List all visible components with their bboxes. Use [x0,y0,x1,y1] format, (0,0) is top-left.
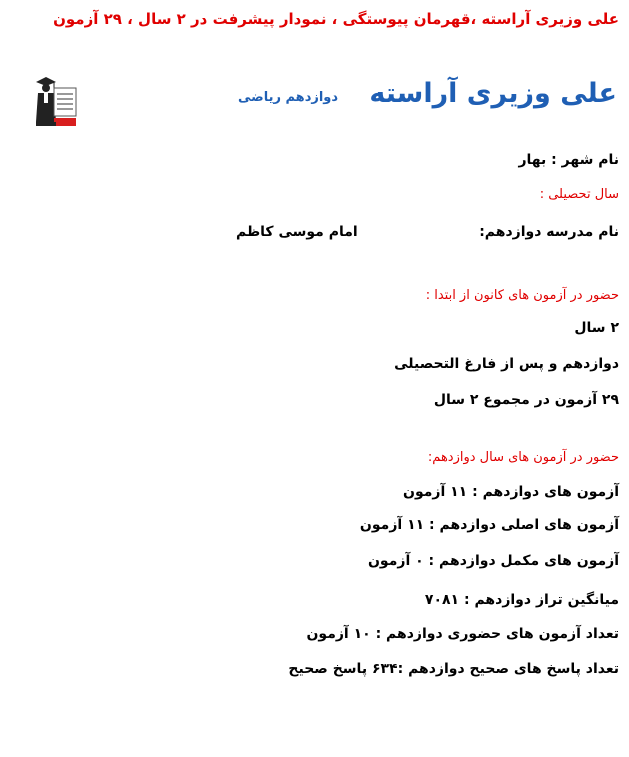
list-item: آزمون های اصلی دوازدهم : ۱۱ آزمون [359,517,619,533]
grad-year-label: سال تحصیلی : [539,187,619,202]
graduate-logo-icon [32,74,80,130]
school-label: نام مدرسه دوازدهم: [479,224,619,240]
list-item: آزمون های مکمل دوازدهم : ۰ آزمون [367,553,619,569]
grade-label: دوازدهم ریاضی [238,90,339,105]
kanoon-years: ۲ سال [574,320,619,336]
list-item: آزمون های دوازدهم : ۱۱ آزمون [403,484,619,500]
city-line: نام شهر : بهار [518,152,619,168]
list-item: تعداد آزمون های حضوری دوازدهم : ۱۰ آزمون [306,626,619,642]
school-value: امام موسی کاظم [236,224,358,240]
kanoon-section-title: حضور در آزمون های کانون از ابتدا : [425,288,619,303]
page-headline: علی وزیری آراسته ،قهرمان پیوستگی ، نمودار پیشرفت در ۲ سال ، ۲۹ آزمون [53,10,619,28]
list-item: تعداد پاسخ های صحیح دوازدهم :۶۳۴ پاسخ صحیح [288,661,619,677]
student-name: علی وزیری آراسته [369,78,617,109]
list-item: میانگین تراز دوازدهم : ۷۰۸۱ [424,592,619,608]
kanoon-total: ۲۹ آزمون در مجموع ۲ سال [433,392,619,408]
kanoon-grades: دوازدهم و پس از فارغ التحصیلی [394,356,619,372]
twelfth-section-title: حضور در آزمون های سال دوازدهم: [427,450,619,465]
